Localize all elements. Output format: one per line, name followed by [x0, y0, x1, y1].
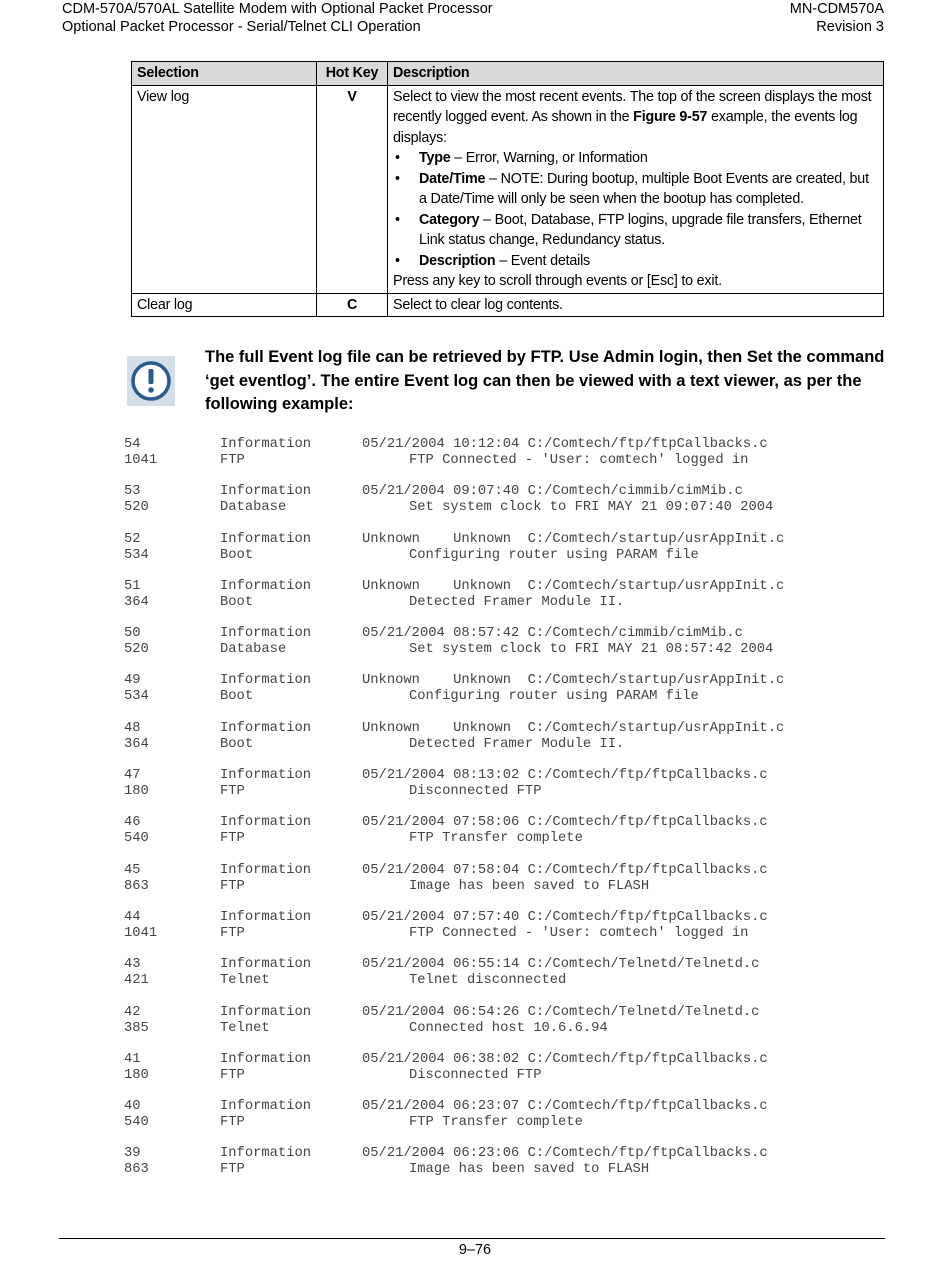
- log-entry-type: Information: [220, 768, 312, 784]
- hotkey-cell: V: [317, 85, 388, 293]
- log-entry-description: Image has been saved to FLASH: [409, 1162, 650, 1178]
- log-entry-id: 45: [124, 862, 141, 878]
- bullet-term: Type: [419, 150, 451, 166]
- log-entry-description: Disconnected FTP: [409, 784, 542, 800]
- log-entry-id: 48: [124, 720, 141, 736]
- hotkey-cell: C: [317, 293, 388, 317]
- desc-text: Select to view the most recent events. The top of the screen displays the most recently logged event. As shown in the: [393, 88, 872, 125]
- bullet-text: – Boot, Database, FTP logins, upgrade file transfers, Ethernet Link status change, Redundancy status.: [419, 211, 862, 248]
- description-cell: Select to clear log contents.: [388, 293, 884, 317]
- log-entry-id: 44: [124, 909, 141, 925]
- log-entry-id: 52: [124, 531, 141, 547]
- log-entry-timestamp-source: 05/21/2004 10:12:04 C:/Comtech/ftp/ftpCallbacks.c: [362, 437, 768, 452]
- log-entry-description: Disconnected FTP: [409, 1067, 542, 1083]
- log-entry-description: Set system clock to FRI MAY 21 08:57:42 2004: [409, 642, 774, 658]
- bullet-icon: •: [395, 252, 400, 269]
- table-header-row: [132, 62, 884, 86]
- log-entry-code: 1041: [124, 453, 158, 468]
- log-entry-timestamp-source: 05/21/2004 06:23:07 C:/Comtech/ftp/ftpCallbacks.c: [362, 1099, 768, 1115]
- bullet-item: [393, 210, 878, 251]
- log-entry-category: FTP: [220, 1067, 245, 1083]
- header-subtitle: Optional Packet Processor - Serial/Telnet CLI Operation: [62, 19, 421, 35]
- log-entry-category: Telnet: [220, 973, 270, 989]
- log-entry-id: 46: [124, 815, 141, 831]
- log-entry-id: 53: [124, 484, 141, 500]
- bullet-icon: •: [395, 211, 400, 228]
- log-entry-description: Detected Framer Module II.: [409, 594, 625, 610]
- log-entry-category: Boot: [220, 594, 254, 610]
- table-row: [132, 293, 884, 317]
- figure-ref: Figure 9-57: [633, 109, 708, 125]
- log-entry-id: 39: [124, 1146, 141, 1162]
- log-entry-type: Information: [220, 815, 312, 831]
- desc-text: example, the events log displays:: [393, 109, 858, 146]
- log-entry-type: Information: [220, 957, 312, 973]
- log-entry-timestamp-source: 05/21/2004 07:58:04 C:/Comtech/ftp/ftpCallbacks.c: [362, 862, 768, 878]
- bullet-term: Category: [419, 211, 480, 228]
- log-entry-code: 534: [124, 547, 149, 563]
- log-entry-category: Database: [220, 500, 287, 516]
- log-entry-id: 49: [124, 673, 141, 689]
- log-entry-type: Information: [220, 1004, 312, 1020]
- bullet-text: – Event details: [495, 252, 591, 269]
- page-number: 9–76: [458, 1242, 492, 1258]
- log-entry-description: Telnet disconnected: [409, 973, 567, 989]
- log-entry-id: 47: [124, 768, 141, 784]
- log-entry-category: FTP: [220, 453, 245, 468]
- header-title: CDM-570A/570AL Satellite Modem with Optional Packet Processor: [62, 1, 493, 17]
- log-entry-id: 40: [124, 1099, 141, 1115]
- note-text: The full Event log file can be retrieved by FTP. Use Admin login, then Set the command ‘get eventlog’. The entire Event log can then be viewed with a text viewer, as per the following example:: [205, 348, 885, 413]
- log-entry-category: Telnet: [220, 1020, 270, 1036]
- log-entry-code: 520: [124, 642, 149, 658]
- footer-divider: [59, 1238, 885, 1239]
- log-entry-id: 42: [124, 1004, 141, 1020]
- log-entry-type: Information: [220, 578, 312, 594]
- selection-table: [131, 61, 884, 317]
- selection-cell: Clear log: [132, 293, 317, 317]
- log-entry-timestamp-source: 05/21/2004 06:55:14 C:/Comtech/Telnetd/Telnetd.c: [362, 957, 760, 973]
- selection-cell: View log: [132, 85, 317, 293]
- log-entry-timestamp-source: 05/21/2004 08:13:02 C:/Comtech/ftp/ftpCallbacks.c: [362, 768, 768, 784]
- log-entry-description: Image has been saved to FLASH: [409, 878, 650, 894]
- log-entry-type: Information: [220, 437, 312, 452]
- log-entry-type: Information: [220, 1051, 312, 1067]
- description-cell: [388, 85, 884, 293]
- log-entry-code: 180: [124, 1067, 149, 1083]
- log-entry-description: Configuring router using PARAM file: [409, 547, 699, 563]
- log-entry-code: 540: [124, 1115, 149, 1131]
- log-entry-code: 364: [124, 736, 149, 752]
- log-entry-type: Information: [220, 673, 312, 689]
- log-entry-description: FTP Transfer complete: [409, 831, 583, 847]
- log-entry-description: Detected Framer Module II.: [409, 736, 625, 752]
- desc-end-text: Press any key to scroll through events or [Esc] to exit.: [393, 273, 722, 289]
- log-entry-id: 50: [124, 626, 141, 642]
- info-exclamation-icon: [127, 356, 175, 406]
- log-entry-category: Boot: [220, 689, 254, 705]
- log-entry-code: 863: [124, 878, 149, 894]
- log-entry-description: Configuring router using PARAM file: [409, 689, 699, 705]
- log-entry-id: 51: [124, 578, 141, 594]
- log-entry-code: 520: [124, 500, 149, 516]
- log-entry-description: Connected host 10.6.6.94: [409, 1020, 608, 1036]
- log-entry-timestamp-source: 05/21/2004 06:38:02 C:/Comtech/ftp/ftpCallbacks.c: [362, 1051, 768, 1067]
- log-entry-category: Boot: [220, 736, 254, 752]
- log-entry-category: Database: [220, 642, 287, 658]
- log-entry-category: FTP: [220, 1162, 245, 1178]
- log-entry-timestamp-source: Unknown Unknown C:/Comtech/startup/usrAppInit.c: [362, 720, 785, 736]
- log-entry-category: FTP: [220, 1115, 245, 1131]
- log-entry-type: Information: [220, 626, 312, 642]
- col-header-selection: Selection: [132, 62, 317, 86]
- log-entry-code: 180: [124, 784, 149, 800]
- bullet-text: – Error, Warning, or Information: [450, 150, 648, 166]
- log-entry-description: FTP Connected - 'User: comtech' logged in: [409, 925, 749, 941]
- log-entry-code: 534: [124, 689, 149, 705]
- log-entry-id: 41: [124, 1051, 141, 1067]
- log-entry-id: 43: [124, 957, 141, 973]
- log-entry-type: Information: [220, 862, 312, 878]
- log-entry-timestamp-source: 05/21/2004 09:07:40 C:/Comtech/cimmib/cimMib.c: [362, 484, 743, 500]
- log-entry-description: FTP Connected - 'User: comtech' logged in: [409, 453, 749, 468]
- log-entry-timestamp-source: 05/21/2004 06:54:26 C:/Comtech/Telnetd/Telnetd.c: [362, 1004, 760, 1020]
- log-entry-id: 54: [124, 437, 141, 452]
- bullet-item: [393, 251, 878, 272]
- log-entry-timestamp-source: 05/21/2004 07:57:40 C:/Comtech/ftp/ftpCallbacks.c: [362, 909, 768, 925]
- log-entry-category: FTP: [220, 878, 245, 894]
- log-entry-timestamp-source: 05/21/2004 07:58:06 C:/Comtech/ftp/ftpCallbacks.c: [362, 815, 768, 831]
- log-entry-category: FTP: [220, 925, 245, 941]
- log-entry-timestamp-source: Unknown Unknown C:/Comtech/startup/usrAppInit.c: [362, 531, 785, 547]
- log-entry-code: 421: [124, 973, 149, 989]
- log-entry-type: Information: [220, 1146, 312, 1162]
- header-revision: Revision 3: [816, 19, 884, 35]
- log-entry-code: 1041: [124, 925, 158, 941]
- bullet-item: [393, 169, 878, 210]
- log-entry-timestamp-source: Unknown Unknown C:/Comtech/startup/usrAppInit.c: [362, 578, 785, 594]
- log-entry-type: Information: [220, 1099, 312, 1115]
- col-header-description: Description: [388, 62, 884, 86]
- log-entry-type: Information: [220, 720, 312, 736]
- bullet-text: – NOTE: During bootup, multiple Boot Events are created, but a Date/Time will only be seen when the bootup has completed.: [419, 170, 869, 207]
- log-entry-timestamp-source: Unknown Unknown C:/Comtech/startup/usrAppInit.c: [362, 673, 785, 689]
- bullet-icon: •: [395, 150, 400, 166]
- header-doc-id: MN-CDM570A: [789, 1, 884, 17]
- log-entry-category: FTP: [220, 784, 245, 800]
- log-entry-timestamp-source: 05/21/2004 06:23:06 C:/Comtech/ftp/ftpCallbacks.c: [362, 1146, 768, 1162]
- table-row: [132, 85, 884, 293]
- bullet-icon: •: [395, 170, 400, 187]
- log-entry-category: Boot: [220, 547, 254, 563]
- log-entry-type: Information: [220, 484, 312, 500]
- log-entry-code: 364: [124, 594, 149, 610]
- log-entry-code: 540: [124, 831, 149, 847]
- log-entry-description: FTP Transfer complete: [409, 1115, 583, 1131]
- col-header-hotkey: Hot Key: [317, 62, 388, 86]
- log-entry-code: 385: [124, 1020, 149, 1036]
- log-entry-code: 863: [124, 1162, 149, 1178]
- bullet-term: Description: [419, 252, 496, 269]
- log-entry-type: Information: [220, 531, 312, 547]
- log-entry-type: Information: [220, 909, 312, 925]
- bullet-term: Date/Time: [419, 170, 486, 187]
- log-entry-category: FTP: [220, 831, 245, 847]
- log-entry-timestamp-source: 05/21/2004 08:57:42 C:/Comtech/cimmib/cimMib.c: [362, 626, 743, 642]
- log-entry-description: Set system clock to FRI MAY 21 09:07:40 2004: [409, 500, 774, 516]
- bullet-item: [393, 148, 878, 169]
